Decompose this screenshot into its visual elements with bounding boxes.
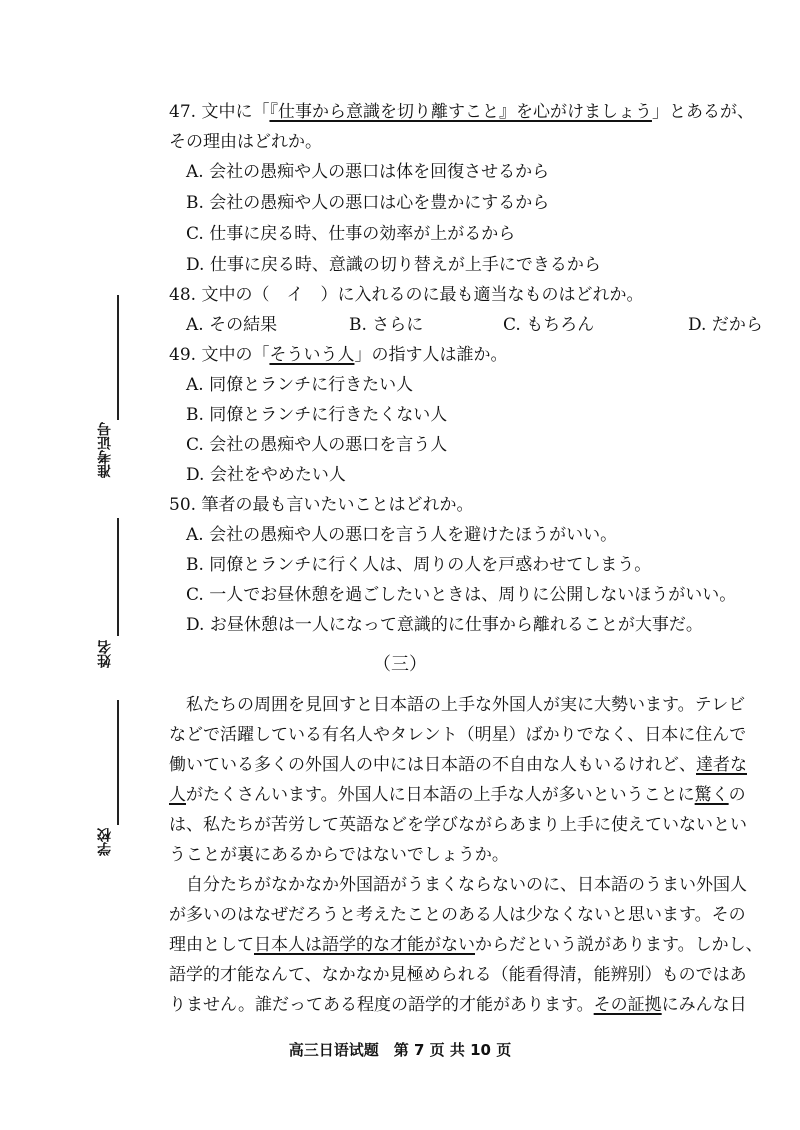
underlined-phrase: その証拠: [593, 995, 662, 1015]
passage-line: 自分たちがなかなか外国語がうまくならないのに、日本語のうまい外国人: [186, 875, 747, 895]
q47-option-b: B. 会社の愚痴や人の悪口は心を豊かにするから: [186, 193, 550, 213]
q49-quote: そういう人: [269, 345, 355, 365]
q49-option-c: C. 会社の愚痴や人の悪口を言う人: [186, 435, 448, 455]
q49-prefix: 49. 文中の「: [169, 345, 270, 365]
q49-stem: [169, 344, 507, 366]
q47-suffix: 」とあるが、: [651, 102, 754, 122]
passage-line: は、私たちが苦労して英語などを学びながらあまり上手に使えていないとい: [169, 815, 747, 835]
passage-line: 語学的才能なんて、なかなか見極められる（能看得清，能辨别）ものではあ: [169, 965, 747, 985]
q48-option-c: C. もちろん: [503, 315, 595, 335]
passage-line: 理由として日本人は語学的な才能がないからだという説があります。しかし、: [169, 935, 763, 955]
q47-prefix: 47. 文中に「: [169, 102, 270, 122]
page-footer: 高三日语试题 第 7 页 共 10 页: [288, 1041, 512, 1059]
q47-stem-line2: その理由はどれか。: [169, 132, 322, 152]
q50-option-c: C. 一人でお昼休憩を過ごしたいときは、周りに公開しないほうがいい。: [186, 585, 737, 605]
exam-id-label: 准考证号: [97, 422, 113, 478]
exam-id-fill-line: [117, 295, 119, 420]
school-fill-line: [117, 700, 119, 825]
passage-line: りません。誰だってある程度の語学的才能があります。その証拠にみんな日: [169, 995, 747, 1015]
q48-stem: 48. 文中の（ イ ）に入れるのに最も適当なものはどれか。: [169, 285, 644, 305]
q48-option-a: A. その結果: [186, 315, 278, 335]
passage-line: が多いのはなぜだろうと考えたことのある人は少なくないと思います。その: [169, 905, 746, 925]
q48-option-d: D. だから: [688, 315, 763, 335]
passage-line: 働いている多くの外国人の中には日本語の不自由な人もいるけれど、達者な: [169, 755, 747, 775]
q48-option-b: B. さらに: [349, 315, 424, 335]
q47-option-d: D. 仕事に戻る時、意識の切り替えが上手にできるから: [186, 255, 601, 275]
name-label: 姓名: [97, 640, 113, 668]
q50-stem: 50. 筆者の最も言いたいことはどれか。: [169, 495, 474, 515]
passage-line: などで活躍している有名人やタレント（明星）ばかりでなく、日本に住んで: [169, 725, 747, 745]
underlined-phrase: 達者な: [696, 755, 747, 775]
q47-stem: [169, 101, 754, 123]
q50-option-b: B. 同僚とランチに行く人は、周りの人を戸惑わせてしまう。: [186, 555, 652, 575]
underlined-phrase: 人: [169, 785, 186, 805]
q49-option-a: A. 同僚とランチに行きたい人: [186, 375, 414, 395]
q49-suffix: 」の指す人は誰か。: [354, 345, 508, 365]
underlined-phrase: 驚く: [694, 785, 729, 805]
q47-option-c: C. 仕事に戻る時、仕事の効率が上がるから: [186, 224, 516, 244]
q49-option-d: D. 会社をやめたい人: [186, 465, 346, 485]
q47-option-a: A. 会社の愚痴や人の悪口は体を回復させるから: [186, 162, 550, 182]
name-fill-line: [117, 518, 119, 636]
q49-option-b: B. 同僚とランチに行きたくない人: [186, 405, 448, 425]
passage-line: 私たちの周囲を見回すと日本語の上手な外国人が実に大勢います。テレビ: [186, 695, 746, 715]
passage-line: うことが裏にあるからではないでしょうか。: [169, 845, 509, 865]
passage-line: 人がたくさんいます。外国人に日本語の上手な人が多いということに驚くの: [169, 785, 746, 805]
q50-option-a: A. 会社の愚痴や人の悪口を言う人を避けたほうがいい。: [186, 525, 618, 545]
underlined-phrase: 日本人は語学的な才能がない: [254, 935, 475, 955]
section-title: （三）: [373, 654, 427, 675]
q50-option-d: D. お昼休憩は一人になって意識的に仕事から離れることが大事だ。: [186, 615, 703, 635]
school-label: 学校: [97, 828, 113, 856]
passage: [169, 690, 763, 1020]
q47-quote: 『仕事から意識を切り離すこと』を心がけましょう: [269, 102, 652, 122]
